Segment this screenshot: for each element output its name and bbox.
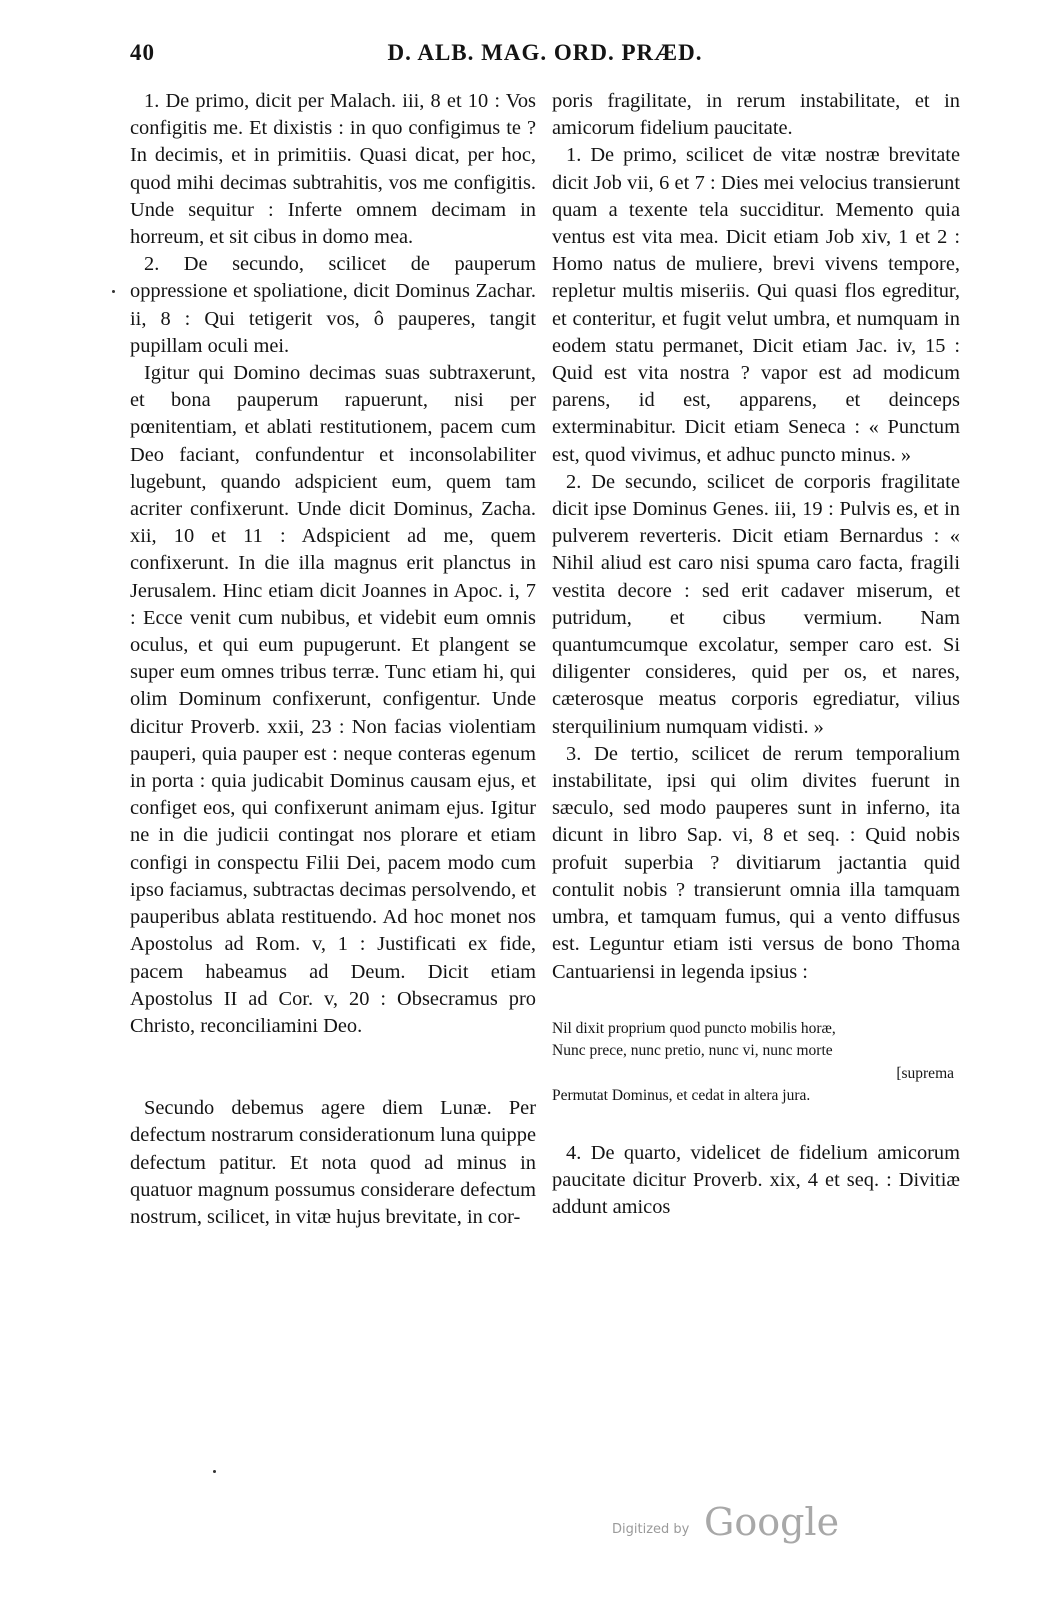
page-header — [130, 40, 960, 76]
verse-gap-top — [552, 986, 960, 1018]
verse-line: Nunc prece, nunc pretio, nunc vi, nunc morte — [552, 1042, 833, 1060]
google-watermark — [612, 1500, 842, 1550]
verse-line: Permutat Dominus, et cedat in altera jura. — [552, 1087, 811, 1105]
right-column — [552, 88, 960, 1221]
section-gap — [130, 1040, 536, 1095]
google-logo: Google — [704, 1500, 840, 1544]
verse-line-continuation: [suprema — [896, 1064, 954, 1082]
paragraph-vitae-brevitate: 1. De primo, scilicet de vitæ nostræ brevitate dicit Job vii, 6 et 7 : Dies mei velocius transierunt quam a texente tela succiditur. Memento quia ventus est vita mea. Dicit etiam Job xiv, 1 et 2 : Homo natus de muliere, brevi vivens tempore, repletur multis miseriis. Qui quasi flos egreditur, et conteritur, et fugit velut umbra, et numquam in eodem statu permanet, Dicit etiam Jac. iv, 15 : Quid est vita nostra ? vapor est ad modicum parens, id est, apparens, et deinceps exterminabitur. Dicit etiam Seneca : « Punctum est, quod vivimus, et adhuc puncto minus. » — [552, 144, 960, 466]
speck-mark — [213, 1470, 216, 1473]
verse-line: Nil dixit proprium quod puncto mobilis horæ, — [552, 1019, 836, 1037]
paragraph-rerum-instabilitate: 3. De tertio, scilicet de rerum temporalium instabilitate, ipsi qui olim divites fuerunt in sæculo, sed modo pauperes sunt in inferno, ita dicunt in libro Sap. vi, 8 et seq. : Quid nobis profuit superbia ? divitiarum jactantia quid contulit nobis ? transierunt omnia illa tamquam umbra, et tamquam fumus, qui a vento diffusus est. Leguntur etiam isti versus de bono Thoma Cantuariensi in legenda ipsius : — [552, 742, 960, 983]
paragraph-continuation: poris fragilitate, in rerum instabilitate, et in amicorum fidelium paucitate. — [552, 90, 960, 140]
paragraph-de-primo: 1. De primo, dicit per Malach. iii, 8 et 10 : Vos configitis me. Et dixistis : in quo configimus te ? In decimis, et in primitiis. Quasi dicat, per hoc, quod mihi decimas subtrahitis, vos me configitis. Unde sequitur : Inferte omnem decimam in horreum, et sit cibus in domo mea. — [130, 90, 536, 249]
paragraph-de-secundo: 2. De secundo, scilicet de pauperum oppressione et spoliatione, dicit Dominus Zachar. ii, 8 : Qui tetigerit vos, ô pauperes, tangit pupillam oculi mei. — [130, 253, 536, 357]
paragraph-amicorum-paucitate: 4. De quarto, videlicet de fidelium amicorum paucitate dicitur Proverb. xix, 4 et seq. : Divitiæ addunt amicos — [552, 1141, 960, 1219]
watermark-prefix: Digitized by — [612, 1522, 690, 1537]
page-number: 40 — [130, 40, 155, 65]
running-title: D. ALB. MAG. ORD. PRÆD. — [387, 40, 703, 65]
left-column — [130, 88, 536, 1231]
paragraph-secundo-debemus: Secundo debemus agere diem Lunæ. Per defectum nostrarum considerationum luna quippe defectum patitur. Et nota quod ad minus in quatuor magnum possumus considerare defectum nostrum, scilicet, in vitæ hujus brevitate, in cor- — [130, 1097, 536, 1228]
speck-mark — [112, 290, 115, 293]
paragraph-corporis-fragilitate: 2. De secundo, scilicet de corporis fragilitate dicit ipse Dominus Genes. iii, 19 : Pulvis es, et in pulverem reverteris. Dicit etiam Bernardus : « Nihil aliud est caro nisi spuma caro facta, fragili vestita decore : sed erit cadaver miserum, et putridum, et cibus vermium. Nam quantumcumque excolatur, semper caro est. Si diligenter consideres, quid per os, et nares, cæterosque meatus corporis egrediatur, vilius sterquilinium numquam vidisti. » — [552, 470, 960, 738]
verse-gap-bottom — [552, 1108, 960, 1140]
paragraph-igitur: Igitur qui Domino decimas suas subtraxerunt, et bona pauperum rapuerunt, nisi per pœnitentiam, et ablati restitutionem, pacem cum Deo faciant, confundentur et inconsolabiliter lugebunt, quando adspicient eum, quem tam acriter confixerunt. Unde dicit Dominus, Zacha. xii, 10 et 11 : Adspicient ad me, quem confixerunt. In die illa magnus erit planctus in Jerusalem. Hinc etiam dicit Joannes in Apoc. i, 7 : Ecce venit cum nubibus, et videbit eum omnis oculus, et qui eum pupugerunt. Et plangent se super eum omnes tribus terræ. Tunc etiam hi, qui olim Dominum confixerunt, configentur. Unde dicitur Proverb. xxii, 23 : Non facias violentiam pauperi, quia pauper est : neque conteras egenum in porta : quia judicabit Dominus causam ejus, et configet eos, qui confixerunt animam ejus. Igitur ne in die judicii contingat nos plorare et etiam configi in conspectu Filii Dei, pacem modo cum ipso faciamus, subtractas decimas persolvendo, et pauperibus ablata restituendo. Ad hoc monet nos Apostolus ad Rom. v, 1 : Justificati ex fide, pacem habeamus ad Deum. Dicit etiam Apostolus II ad Cor. v, 20 : Obsecramus pro Christo, reconciliamini Deo. — [130, 362, 536, 1037]
verse-block — [552, 1018, 960, 1108]
